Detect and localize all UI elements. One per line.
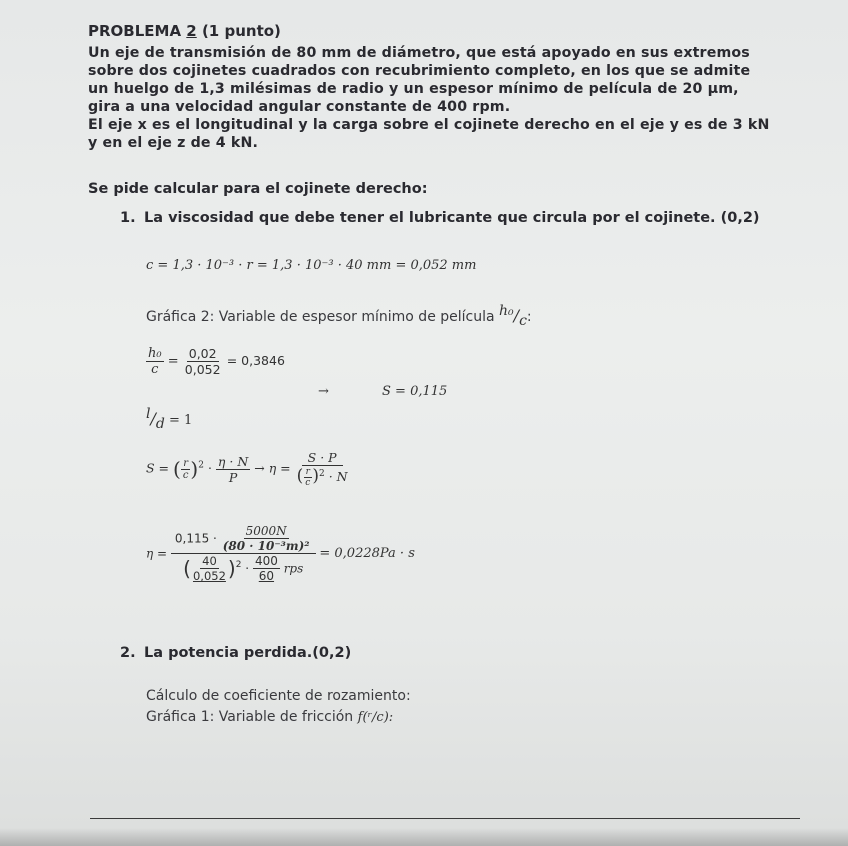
eta-den-b-bot: 60: [258, 569, 275, 583]
eta-den-unit: rps: [283, 561, 304, 576]
statement-line-4: gira a una velocidad angular constante de 400 rpm.: [88, 99, 511, 115]
q2-line-2-text: Gráfica 1: Variable de fricción: [146, 709, 358, 725]
q2-line-1: Cálculo de coeficiente de rozamiento:: [146, 688, 411, 704]
statement-line-1: Un eje de transmisión de 80 mm de diámetro, que está apoyado en sus extremos: [88, 45, 750, 61]
equation-clearance: c = 1,3 · 10⁻³ · r = 1,3 · 10⁻³ · 40 mm = 0,052 mm: [146, 258, 477, 273]
grafica-2-label: Gráfica 2: Variable de espesor mínimo de película h₀/c:: [146, 303, 532, 329]
problem-title: [88, 22, 281, 40]
s-r: r: [183, 457, 188, 469]
statement-line-2: sobre dos cojinetes cuadrados con recubrimiento completo, en los que se admite: [88, 63, 751, 79]
eta-result: = 0,0228Pa · s: [319, 546, 415, 561]
s-c2: c: [305, 478, 311, 488]
ratio-result: = 0,3846: [226, 353, 285, 368]
statement-line-5: El eje x es el longitudinal y la carga sobre el cojinete derecho en el eje y es de 3 kN: [88, 117, 770, 133]
equation-viscosity: η = 0,115 · $\frac{5000N}{\text{(80 · 10⁻³m)²}}$ ( $\frac{40}{0,052}$ )$^2$ · $\frac{400}{60}$ rps = 0,0228Pa · s: [146, 524, 415, 583]
title-suffix: (1 punto): [196, 22, 281, 40]
ratio-num: h₀: [148, 346, 162, 361]
s-dot: ·: [207, 460, 212, 476]
s-d1: P: [228, 469, 238, 485]
eta-den-b-top: 400: [254, 554, 278, 568]
grafica-2-text: Gráfica 2: Variable de espesor mínimo de película: [146, 309, 500, 325]
equation-h0-over-c: [146, 346, 285, 377]
equation-sommerfeld: S = ( $\frac{r}{c}$ )$^2$ · $\frac{\eta \cdot N}{P}$ → η = S · P ( $\frac{r}{c}$ )$^2$ · N: [146, 450, 348, 488]
s-n1: η · N: [217, 453, 249, 469]
q2-line-2-math: f(ʳ/c):: [357, 710, 394, 725]
ld-den: d: [155, 416, 165, 432]
eta-den-a-top: 40: [202, 554, 217, 568]
section-heading: Se pide calcular para el cojinete derecho:: [88, 181, 428, 197]
statement-line-6: y en el eje z de 4 kN.: [88, 135, 259, 151]
eta-den-a-bot: 0,052: [192, 569, 226, 583]
s-value: S = 0,115: [382, 384, 448, 399]
ld-val: = 1: [168, 413, 193, 428]
bottom-rule: [90, 818, 800, 819]
l-over-d: l/d = 1: [146, 406, 193, 432]
page-shadow: [0, 828, 848, 846]
eta-num-a: 0,115 ·: [174, 531, 217, 546]
question-2-text: La potencia perdida.(0,2): [144, 645, 352, 661]
eta-den-square: 2: [235, 560, 242, 570]
question-1-number: 1.: [120, 210, 136, 226]
s-r2: r: [305, 467, 310, 477]
ld-num: l: [146, 406, 151, 422]
title-number: 2: [186, 22, 197, 40]
eta-num-b-bot: (80 · 10⁻³m)²: [222, 539, 310, 553]
q2-line-2: [146, 709, 393, 725]
s-arrow: → η =: [254, 460, 291, 476]
title-prefix: PROBLEMA: [88, 22, 187, 40]
s-square: 2: [198, 460, 204, 471]
s-d2-square: 2: [318, 468, 325, 479]
ratio-num2: 0,02: [188, 346, 217, 361]
grafica-2-frac-num: h₀: [499, 303, 514, 319]
ratio-den2: 0,052: [184, 362, 221, 377]
s-n2: S · P: [302, 450, 343, 466]
s-d2-tail: · N: [328, 469, 348, 484]
arrow-to-s: →: [318, 384, 329, 399]
question-1-text: La viscosidad que debe tener el lubricante que circula por el cojinete. (0,2): [144, 210, 760, 226]
ratio-den: c: [151, 362, 159, 377]
grafica-2-frac-den: c: [519, 313, 527, 329]
eta-lhs: η =: [146, 546, 168, 561]
question-1: [120, 210, 760, 226]
question-2-number: 2.: [120, 645, 136, 661]
statement-line-3: un huelgo de 1,3 milésimas de radio y un espesor mínimo de película de 20 µm,: [88, 81, 739, 97]
grafica-2-colon: :: [526, 309, 532, 325]
eta-num-b-top: 5000N: [245, 524, 287, 538]
s-c: c: [182, 469, 189, 481]
s-lhs: S =: [146, 460, 170, 476]
ratio-eq: =: [167, 354, 179, 369]
question-2: [120, 645, 351, 661]
